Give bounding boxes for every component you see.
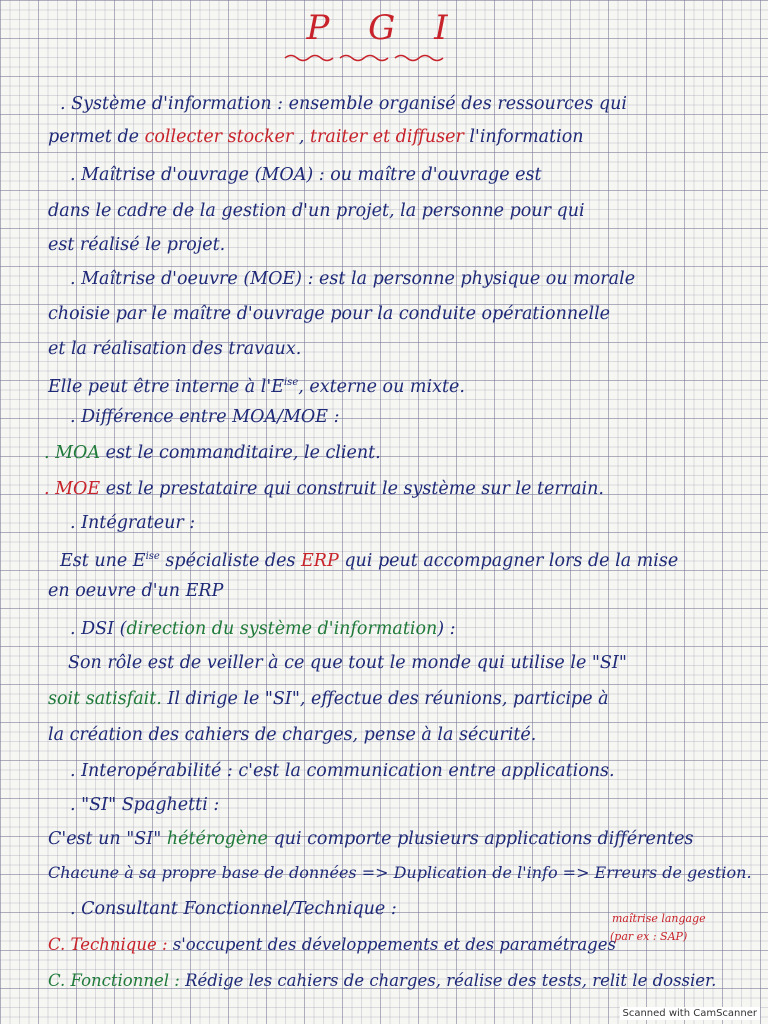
text: est la personne physique ou morale <box>319 269 636 289</box>
term-moa: . Maîtrise d'ouvrage (MOA) : <box>70 165 331 185</box>
definition-text: ensemble organisé des ressources qui <box>288 94 627 114</box>
text: en oeuvre d'un ERP <box>48 581 224 601</box>
term-moa-green: . MOA <box>44 443 101 463</box>
term-c-fonctionnel-green: C. Fonctionnel : <box>48 971 186 990</box>
term-moe: . Maîtrise d'oeuvre (MOE) : <box>70 269 320 289</box>
line-dsi-role3 <box>0 724 768 746</box>
line-si-spaghetti-def2 <box>0 862 768 884</box>
line-integrateur-def2 <box>0 580 768 602</box>
text: permet de <box>48 127 145 147</box>
dsi-expansion-green: direction du système d'information <box>126 619 438 639</box>
text: Rédige les cahiers de charges, réalise des tests, relit le dossier. <box>185 971 717 990</box>
text: . Interopérabilité : c'est la communication entre applications. <box>70 761 615 781</box>
heading-integrateur: . Intégrateur : <box>70 513 196 533</box>
heading-difference: . Différence entre MOA/MOE : <box>70 407 340 427</box>
title-underline-decoration <box>280 52 480 64</box>
text: qui peut accompagner lors de la mise <box>338 550 679 571</box>
note-par-ex-sap: (par ex : SAP) <box>610 930 688 943</box>
line-interoperabilite <box>0 760 768 782</box>
text: spécialiste des <box>159 550 302 571</box>
text: et la réalisation des travaux. <box>48 339 302 359</box>
term-c-technique-red: C. Technique : <box>48 935 173 954</box>
line-moe-prestataire <box>0 478 768 500</box>
line-moe-title <box>0 268 768 290</box>
text: ) : <box>437 619 456 639</box>
line-moa-title <box>0 164 768 186</box>
text-green: soit satisfait. <box>48 689 168 709</box>
term-systeme-information: . Système d'information : <box>60 94 289 114</box>
text: Elle peut être interne à l'E <box>48 376 284 397</box>
line-difference-title <box>0 406 768 428</box>
line-moe-def2 <box>0 338 768 360</box>
heading-si-spaghetti: . "SI" Spaghetti : <box>70 795 220 815</box>
line-dsi-role2 <box>0 688 768 710</box>
line-integrateur-def <box>0 546 768 572</box>
line-si-functions <box>0 126 768 148</box>
text: Il dirige le "SI", effectue des réunions, participe à <box>167 689 609 709</box>
term-dsi: . DSI ( <box>70 619 127 639</box>
text: Son rôle est de veiller à ce que tout le monde qui utilise le "SI" <box>68 653 627 673</box>
text: , externe ou mixte. <box>298 376 465 397</box>
text: s'occupent des développements et des paramétrages <box>172 935 616 954</box>
line-integrateur-title <box>0 512 768 534</box>
text: Est une E <box>60 550 146 571</box>
page-title: P G I <box>306 8 462 48</box>
scanner-watermark: Scanned with CamScanner <box>620 1007 761 1020</box>
line-moa-def-end <box>0 234 768 256</box>
text: est réalisé le projet. <box>48 235 226 255</box>
term-heterogene-green: hétérogène <box>166 829 268 849</box>
line-si-definition <box>0 93 768 115</box>
line-moa-client <box>0 442 768 464</box>
line-dsi-title <box>0 618 768 640</box>
line-si-spaghetti-title <box>0 794 768 816</box>
text: est le commanditaire, le client. <box>100 443 381 463</box>
line-consultant-fonctionnel <box>0 970 768 992</box>
text: , <box>293 127 310 147</box>
text: choisie par le maître d'ouvrage pour la conduite opérationnelle <box>48 304 611 324</box>
term-erp-red: ERP <box>301 550 339 571</box>
text: la création des cahiers de charges, pense à la sécurité. <box>48 725 537 745</box>
line-moa-def <box>0 200 768 222</box>
term-moe-red: . MOE <box>44 479 101 499</box>
text: Chacune à sa propre base de données => Duplication de l'info => Erreurs de gestion. <box>48 863 752 882</box>
text: l'information <box>463 127 584 147</box>
text: C'est un "SI" <box>48 829 167 849</box>
highlight-traiter-diffuser: traiter et diffuser <box>309 127 464 147</box>
text: ou maître d'ouvrage est <box>330 165 542 185</box>
line-si-spaghetti-def <box>0 828 768 850</box>
superscript: ise <box>145 551 160 562</box>
text: qui comporte plusieurs applications différentes <box>267 829 694 849</box>
line-moe-def <box>0 303 768 325</box>
superscript: ise <box>283 377 299 388</box>
highlight-collecter-stocker: collecter stocker <box>144 127 294 147</box>
line-dsi-role <box>0 652 768 674</box>
title-wrap <box>0 8 768 48</box>
heading-consultant: . Consultant Fonctionnel/Technique : <box>70 899 397 919</box>
note-maitrise-langage: maîtrise langage <box>612 912 706 925</box>
line-moe-def3 <box>0 372 768 398</box>
text: dans le cadre de la gestion d'un projet, la personne pour qui <box>48 201 585 221</box>
text: est le prestataire qui construit le système sur le terrain. <box>100 479 604 499</box>
